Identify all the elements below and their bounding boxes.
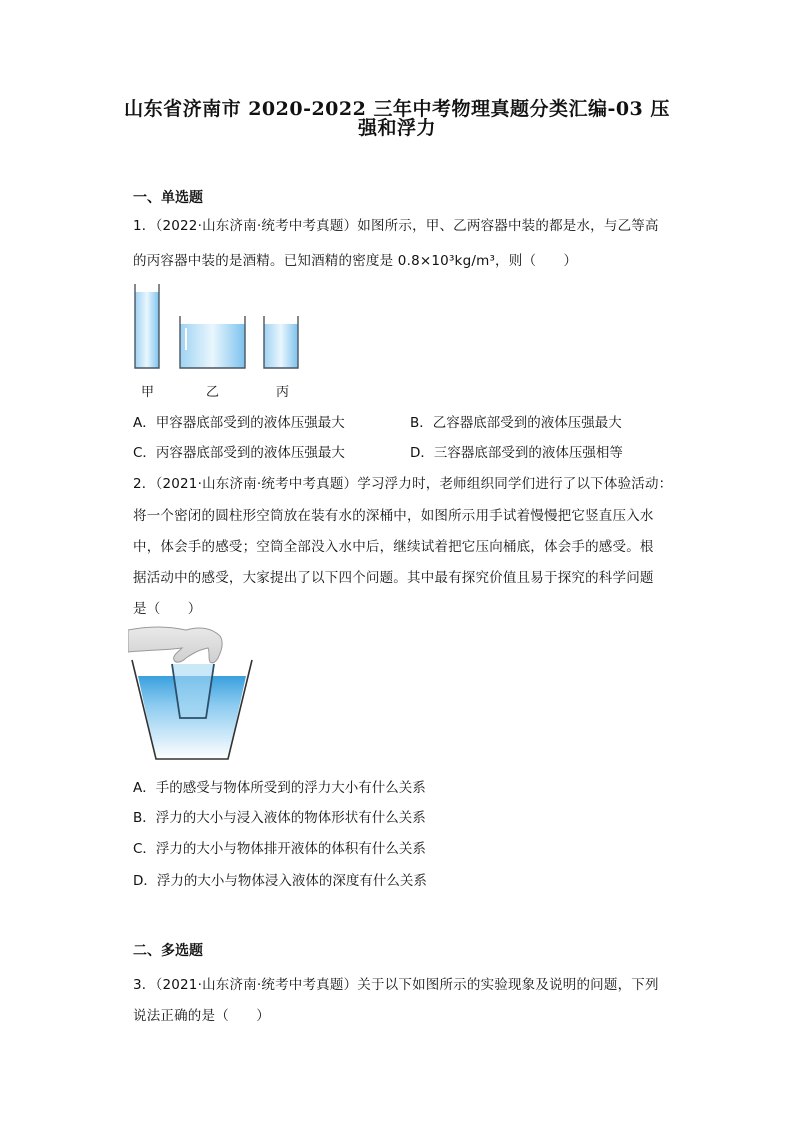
hand-icon [128,627,222,663]
q3-stem-line2: 说法正确的是（ ） [133,1008,270,1024]
q2-option-c[interactable]: C．浮力的大小与物体排开液体的体积有什么关系 [133,841,426,857]
q2-option-b[interactable]: B．浮力的大小与浸入液体的物体形状有什么关系 [133,810,426,826]
q2-stem-line1: 2．（2021·山东济南·统考中考真题）学习浮力时，老师组织同学们进行了以下体验活动： [133,476,673,492]
container-jia [135,284,159,368]
q1-option-b[interactable]: B．乙容器底部受到的液体压强最大 [410,415,622,431]
label-yi: 乙 [206,385,220,400]
container-bing [264,316,298,368]
q2-option-d[interactable]: D．浮力的大小与物体浸入液体的深度有什么关系 [133,873,427,889]
q2-stem-line2: 将一个密闭的圆柱形空筒放在装有水的深桶中，如图所示用手试着慢慢把它竖直压入水 [133,508,654,524]
container-yi [180,316,245,368]
label-bing: 丙 [276,385,290,400]
q2-stem-line5: 是（ ） [133,601,202,617]
q1-stem-line1: 1．（2022·山东济南·统考中考真题）如图所示，甲、乙两容器中装的都是水，与乙等高 [133,218,659,234]
section-heading-single-choice: 一、单选题 [133,190,203,206]
q2-bucket-figure [128,624,258,769]
label-jia: 甲 [141,385,155,400]
document-title-line1: 山东省济南市 2020-2022 三年中考物理真题分类汇编-03 压 [124,98,670,120]
q1-option-a[interactable]: A．甲容器底部受到的液体压强最大 [133,415,345,431]
section-heading-multi-choice: 二、多选题 [133,943,203,959]
q1-stem-line2: 的丙容器中装的是酒精。已知酒精的密度是 0.8×10³kg/m³，则（ ） [133,253,578,269]
q2-option-a[interactable]: A．手的感受与物体所受到的浮力大小有什么关系 [133,780,426,796]
document-title-line2: 强和浮力 [357,117,436,139]
q2-stem-line3: 中，体会手的感受；空筒全部没入水中后，继续试着把它压向桶底，体会手的感受。根 [133,539,654,555]
q1-option-d[interactable]: D．三容器底部受到的液体压强相等 [410,445,623,461]
cup-outline [172,664,214,718]
q1-containers-figure [128,280,318,380]
q3-stem-line1: 3．（2021·山东济南·统考中考真题）关于以下如图所示的实验现象及说明的问题，下列 [133,977,659,993]
q1-option-c[interactable]: C．丙容器底部受到的液体压强最大 [133,445,345,461]
q2-stem-line4: 据活动中的感受，大家提出了以下四个问题。其中最有探究价值且易于探究的科学问题 [133,570,654,586]
